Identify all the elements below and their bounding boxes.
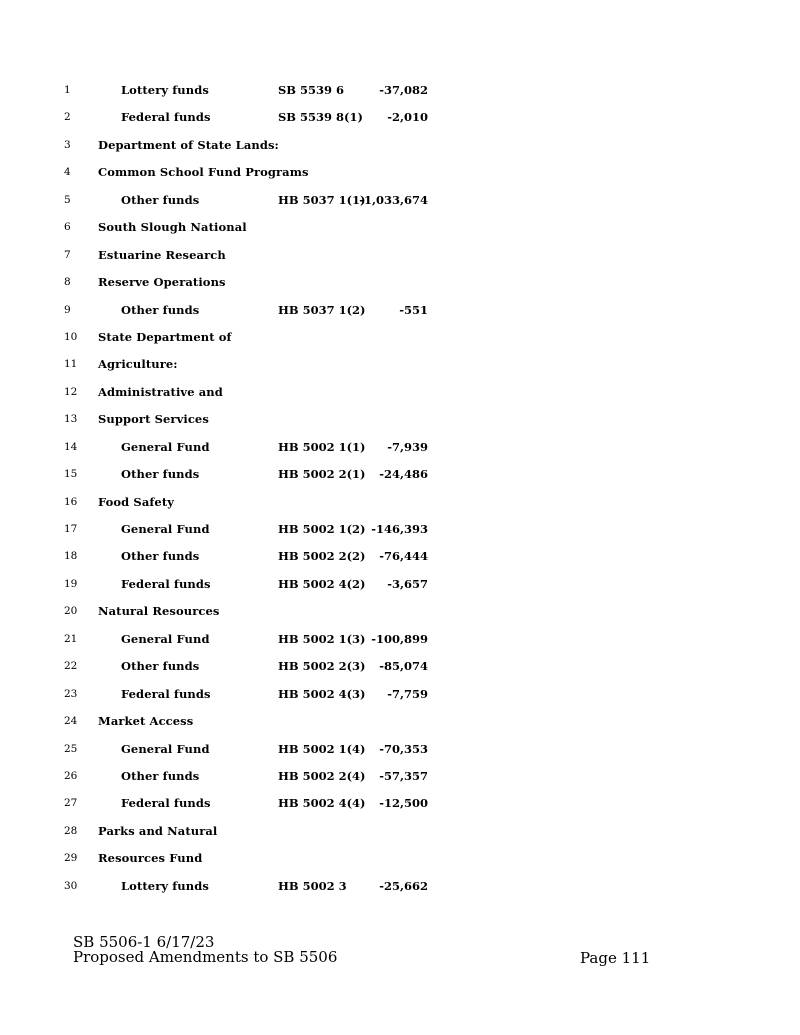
bill-reference: HB 5002 3 (278, 878, 347, 893)
line-label: Federal funds (121, 110, 211, 125)
amount: -37,082 (379, 83, 428, 97)
line (0, 159, 800, 186)
line-number: 14 (64, 440, 78, 453)
line-label: Other funds (121, 549, 200, 564)
bill-reference: HB 5002 4(4) (278, 796, 366, 811)
line-label: Administrative and (98, 384, 223, 399)
line-label: Resources Fund (98, 851, 203, 866)
amount: -551 (399, 302, 428, 317)
line (0, 489, 800, 516)
line (0, 708, 800, 735)
line-number: 30 (64, 879, 78, 892)
line-number: 5 (64, 193, 71, 206)
line (0, 406, 800, 433)
line-label: Food Safety (98, 494, 175, 509)
line-number: 6 (64, 221, 71, 234)
bill-reference: HB 5002 1(1) (278, 439, 366, 454)
bill-reference: HB 5002 2(2) (278, 549, 366, 564)
line-number: 11 (64, 358, 78, 371)
line-label: Department of State Lands: (98, 137, 279, 152)
line-number: 10 (64, 330, 78, 343)
amount: -100,899 (371, 631, 428, 646)
line-number: 21 (64, 632, 78, 645)
line-number: 29 (64, 852, 78, 865)
line-number: 26 (64, 769, 78, 782)
line-label: Federal funds (121, 796, 211, 811)
line (0, 873, 800, 900)
amount: -12,500 (379, 796, 428, 811)
line-label: General Fund (121, 522, 210, 536)
line-number: 12 (64, 385, 78, 398)
line-label: Reserve Operations (98, 275, 226, 290)
amount: -24,486 (379, 467, 428, 482)
line-number: 25 (64, 742, 78, 755)
amount: -25,662 (379, 878, 428, 893)
footer-bill-date: SB 5506-1 6/17/23 (73, 933, 215, 951)
line (0, 297, 800, 324)
line-number: 19 (64, 577, 78, 590)
amount: -1,033,674 (359, 192, 428, 207)
line (0, 269, 800, 296)
amount: -7,939 (387, 439, 428, 454)
amount: -70,353 (379, 741, 428, 756)
line-label: Lottery funds (121, 83, 209, 97)
bill-reference: HB 5002 2(1) (278, 467, 366, 482)
line-label: Estuarine Research (98, 247, 226, 262)
line-label: Natural Resources (98, 604, 220, 619)
line-number: 2 (64, 111, 71, 124)
page-number: Page 111 (580, 949, 651, 967)
amount: -7,759 (387, 686, 428, 701)
line (0, 543, 800, 570)
line (0, 77, 800, 104)
line (0, 763, 800, 790)
bill-reference: HB 5002 2(3) (278, 659, 366, 674)
line-label: Other funds (121, 768, 200, 783)
line-number: 20 (64, 605, 78, 618)
line-number: 16 (64, 495, 78, 508)
line-number: 1 (64, 84, 71, 96)
line-number: 15 (64, 468, 78, 481)
amount: -2,010 (387, 110, 428, 125)
line-number: 17 (64, 523, 78, 535)
line-label: Other funds (121, 192, 200, 207)
line-label: General Fund (121, 439, 210, 454)
bill-reference: HB 5002 4(3) (278, 686, 366, 701)
line-label: Market Access (98, 714, 194, 729)
bill-reference: HB 5037 1(2) (278, 302, 366, 317)
line-number: 7 (64, 248, 71, 261)
line (0, 461, 800, 488)
line (0, 790, 800, 817)
line (0, 571, 800, 598)
line (0, 214, 800, 241)
line-label: Common School Fund Programs (98, 165, 309, 180)
line (0, 653, 800, 680)
bill-reference: HB 5002 1(4) (278, 741, 366, 756)
line (0, 681, 800, 708)
line (0, 187, 800, 214)
line-label: General Fund (121, 741, 210, 756)
line-label: General Fund (121, 631, 210, 646)
footer-title: Proposed Amendments to SB 5506 (73, 948, 338, 966)
document-body (0, 77, 800, 900)
amount: -85,074 (379, 659, 428, 674)
bill-reference: SB 5539 8(1) (278, 110, 363, 125)
line-label: Lottery funds (121, 878, 209, 893)
line-number: 3 (64, 138, 71, 151)
bill-reference: HB 5002 4(2) (278, 576, 366, 591)
amount: -76,444 (379, 549, 428, 564)
line (0, 104, 800, 131)
line-number: 27 (64, 797, 78, 810)
bill-reference: HB 5002 1(3) (278, 631, 366, 646)
line-label: Other funds (121, 467, 200, 482)
line (0, 818, 800, 845)
line-number: 23 (64, 687, 78, 700)
line-number: 22 (64, 660, 78, 673)
line-number: 18 (64, 550, 78, 563)
line-label: Parks and Natural (98, 823, 218, 838)
line-number: 13 (64, 413, 78, 426)
line (0, 324, 800, 351)
line (0, 434, 800, 461)
line-number: 8 (64, 276, 71, 289)
line-label: Agriculture: (98, 357, 178, 372)
bill-reference: HB 5002 2(4) (278, 768, 366, 783)
line (0, 516, 800, 543)
line-label: Support Services (98, 412, 209, 427)
bill-reference: HB 5002 1(2) (278, 522, 366, 536)
line-label: South Slough National (98, 220, 247, 235)
line-label: State Department of (98, 329, 232, 344)
bill-reference: SB 5539 6 (278, 83, 345, 97)
line (0, 132, 800, 159)
line-number: 28 (64, 824, 78, 837)
line-label: Other funds (121, 302, 200, 317)
line (0, 379, 800, 406)
amount: -146,393 (371, 522, 428, 536)
line-label: Other funds (121, 659, 200, 674)
line-number: 9 (64, 303, 71, 316)
amount: -3,657 (387, 576, 428, 591)
page-footer (73, 935, 653, 965)
line (0, 598, 800, 625)
line-label: Federal funds (121, 686, 211, 701)
amount: -57,357 (379, 768, 428, 783)
line (0, 736, 800, 763)
line (0, 626, 800, 653)
line-number: 4 (64, 166, 71, 179)
line (0, 351, 800, 378)
line-label: Federal funds (121, 576, 211, 591)
line (0, 845, 800, 872)
line (0, 242, 800, 269)
bill-reference: HB 5037 1(1) (278, 192, 366, 207)
line-number: 24 (64, 715, 78, 728)
